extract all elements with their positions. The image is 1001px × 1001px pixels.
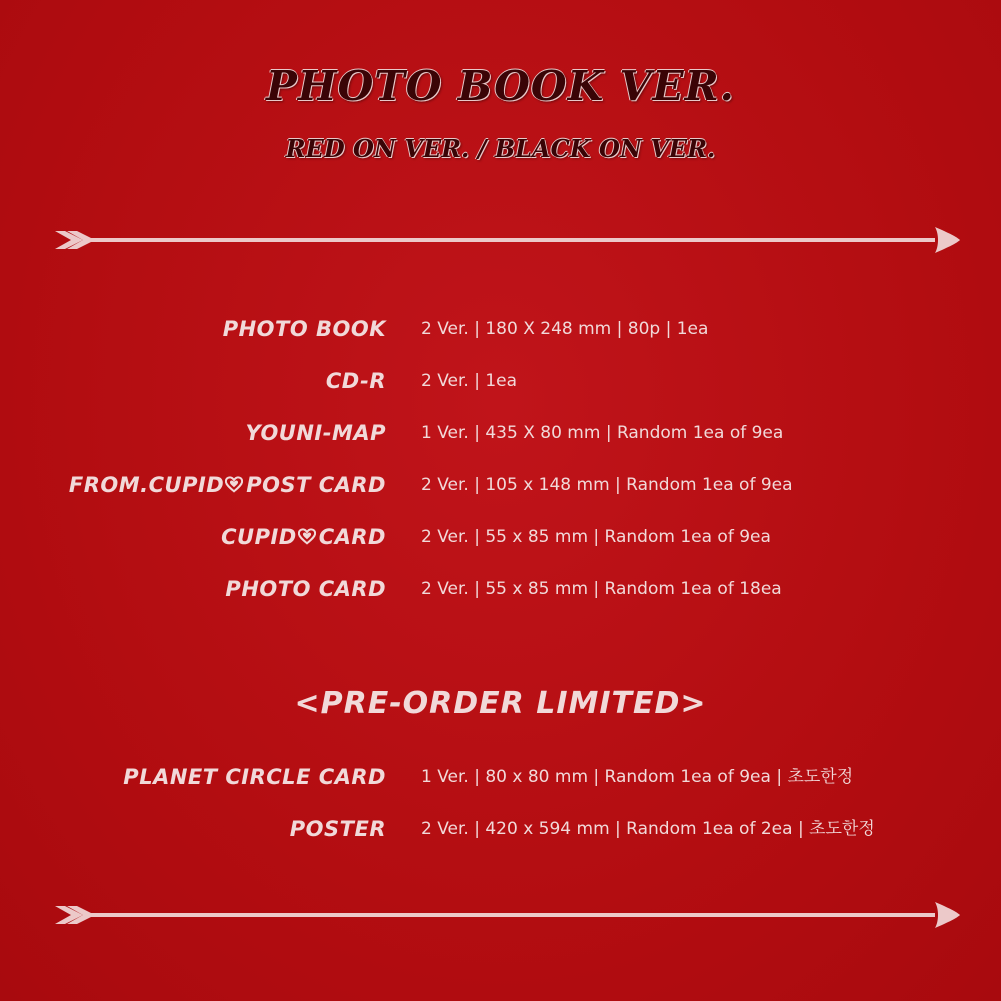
spec-value: 2 Ver. | 420 x 594 mm | Random 1ea of 2ea | 초도한정 — [421, 819, 875, 839]
spec-label-part: CUPID — [221, 525, 297, 549]
spec-label: POSTER — [289, 817, 386, 841]
spec-row-youni-map — [0, 418, 1001, 448]
preorder-heading: <PRE-ORDER LIMITED> — [294, 686, 707, 721]
spec-row-from-cupid-post-card — [0, 470, 1001, 500]
arrow-divider-bottom — [55, 900, 960, 930]
page-subtitle: RED ON VER. / BLACK ON VER. — [285, 134, 716, 163]
spec-label: YOUNI-MAP — [245, 421, 386, 445]
spec-label-part: FROM.CUPID — [68, 473, 225, 497]
spec-label-part: CARD — [318, 525, 386, 549]
spec-label — [69, 470, 386, 500]
spec-row-poster — [0, 814, 1001, 844]
spec-label: PLANET CIRCLE CARD — [123, 765, 386, 789]
spec-label: CD-R — [325, 369, 386, 393]
spec-value: 1 Ver. | 80 x 80 mm | Random 1ea of 9ea | 초도한정 — [421, 767, 854, 787]
spec-row-cd-r — [0, 366, 1001, 396]
spec-value: 2 Ver. | 55 x 85 mm | Random 1ea of 18ea — [421, 579, 782, 599]
heart-icon — [298, 528, 316, 546]
spec-row-planet-circle-card — [0, 762, 1001, 792]
spec-value: 2 Ver. | 55 x 85 mm | Random 1ea of 9ea — [421, 527, 771, 547]
page-title: PHOTO BOOK VER. — [266, 62, 735, 110]
spec-row-photo-book — [0, 314, 1001, 344]
spec-value: 2 Ver. | 180 X 248 mm | 80p | 1ea — [421, 319, 709, 339]
spec-label: PHOTO CARD — [225, 577, 386, 601]
spec-label-part: POST CARD — [246, 473, 386, 497]
spec-value: 2 Ver. | 105 x 148 mm | Random 1ea of 9ea — [421, 475, 793, 495]
spec-label: PHOTO BOOK — [222, 317, 386, 341]
arrow-divider-top — [55, 225, 960, 255]
spec-label — [221, 522, 386, 552]
heart-icon — [225, 476, 243, 494]
spec-value: 2 Ver. | 1ea — [421, 371, 518, 391]
spec-row-photo-card — [0, 574, 1001, 604]
spec-row-cupid-card — [0, 522, 1001, 552]
spec-value: 1 Ver. | 435 X 80 mm | Random 1ea of 9ea — [421, 423, 784, 443]
